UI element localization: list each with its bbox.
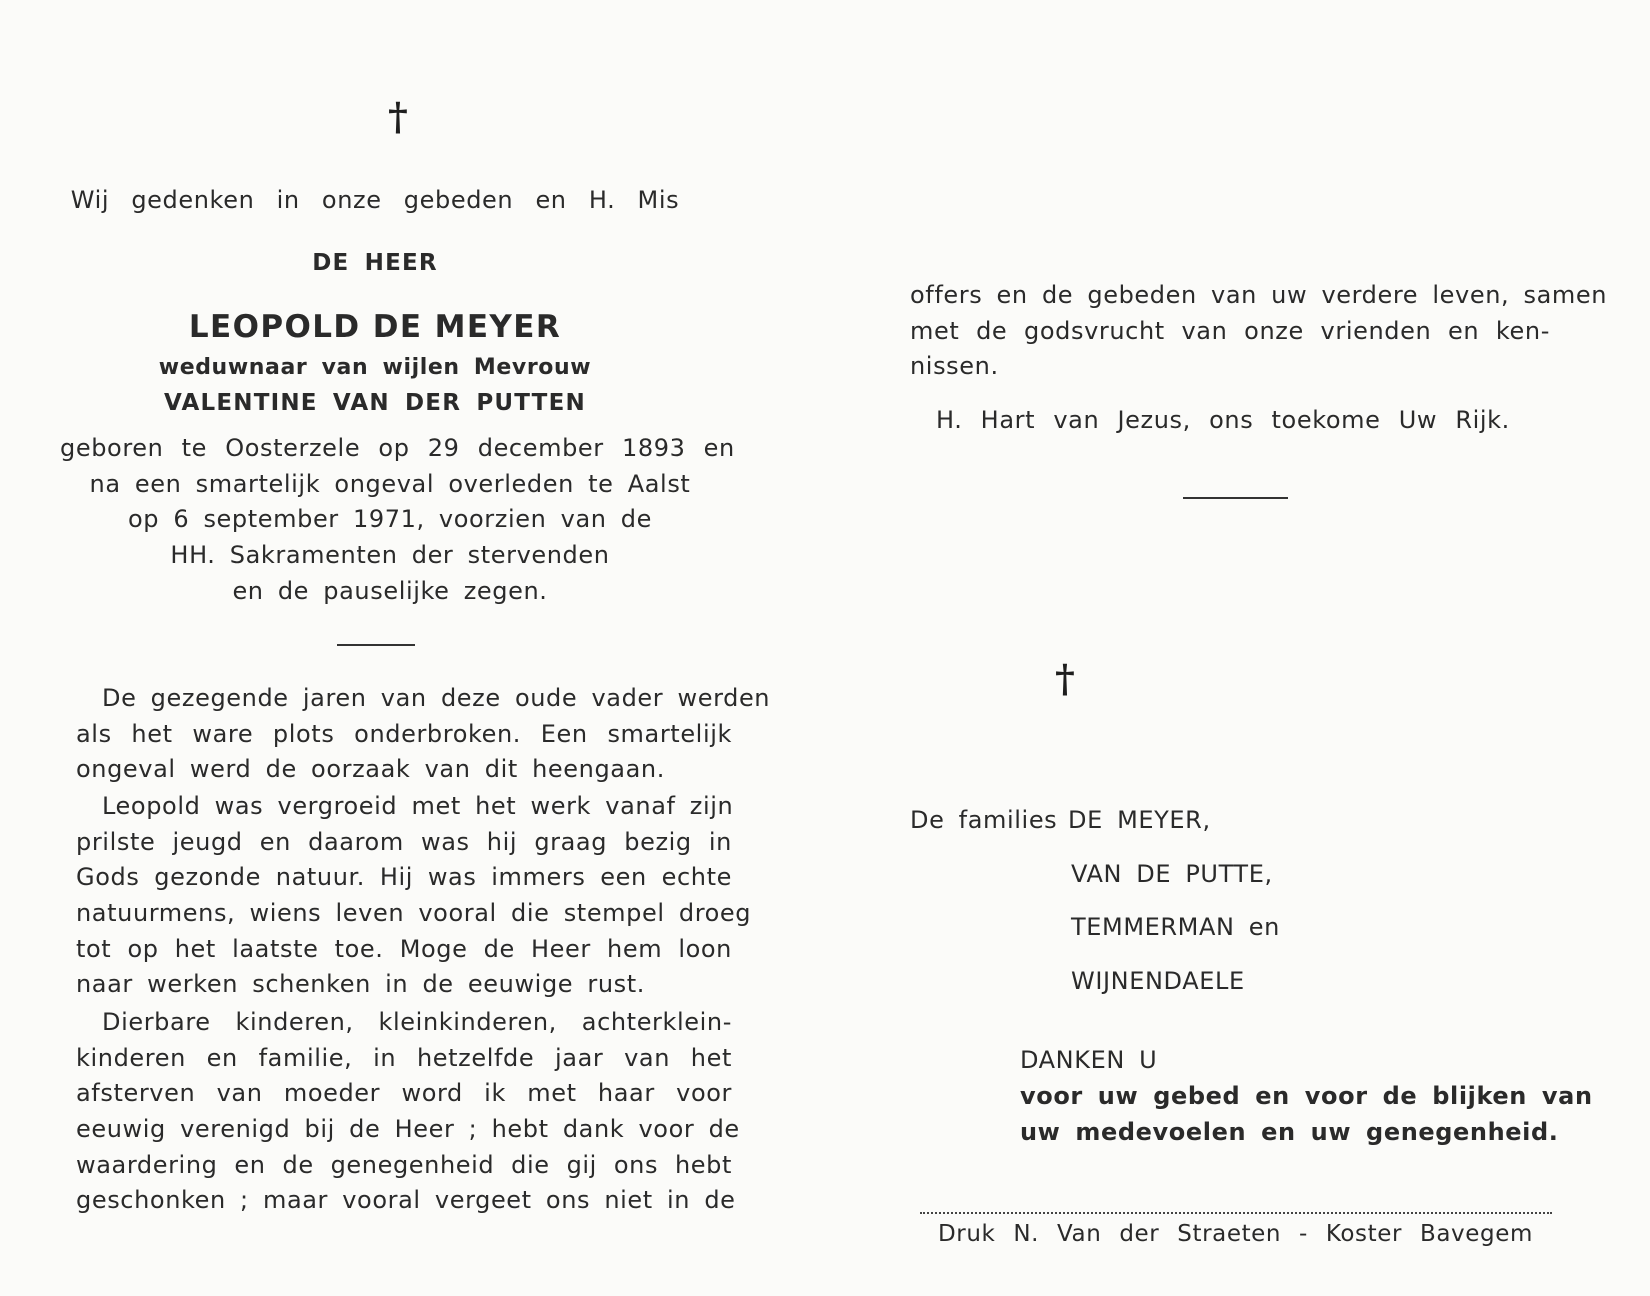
text-line: met de godsvrucht van onze vrienden en ken- — [910, 316, 1550, 345]
text-line: kinderen en familie, in hetzelfde jaar van het — [76, 1043, 732, 1072]
families-intro: De families — [910, 806, 1058, 834]
right-panel — [900, 0, 1608, 1296]
text-line: afsterven van moeder word ik met haar voor — [76, 1079, 732, 1108]
text-line: Dierbare kinderen, kleinkinderen, achterklein- — [102, 1008, 732, 1036]
prayer-line: H. Hart van Jezus, ons toekome Uw Rijk. — [936, 406, 1510, 434]
family-name: DE MEYER, — [1068, 806, 1211, 834]
life-details — [60, 430, 735, 608]
deceased-name: LEOPOLD DE MEYER — [188, 309, 562, 345]
paragraph-2 — [76, 788, 752, 1002]
cross-icon: † — [1055, 656, 1075, 701]
life-line: HH. Sakramenten der stervenden — [170, 541, 610, 570]
spouse-name: VALENTINE VAN DER PUTTEN — [164, 390, 586, 416]
printer-credit: Druk N. Van der Straeten - Koster Bavegem — [938, 1221, 1533, 1247]
life-line: op 6 september 1971, voorzien van de — [128, 505, 652, 534]
family-name: TEMMERMAN en — [1071, 913, 1280, 941]
thanks-heading: DANKEN U — [1020, 1046, 1158, 1074]
text-line: Gods gezonde natuur. Hij was immers een echte — [76, 863, 732, 892]
text-line: waardering en de genegenheid die gij ons hebt — [76, 1150, 732, 1179]
text-line: nissen. — [910, 352, 999, 381]
text-line: naar werken schenken in de eeuwige rust. — [76, 970, 645, 999]
text-line: offers en de gebeden van uw verdere leven, samen — [910, 281, 1608, 309]
text-line: als het ware plots onderbroken. Een smartelijk — [76, 719, 732, 748]
family-name: WIJNENDAELE — [1071, 967, 1245, 995]
text-line: voor uw gebed en voor de blijken van — [1020, 1082, 1593, 1110]
divider — [337, 644, 415, 646]
dotted-separator — [920, 1212, 1552, 1214]
widower-of: weduwnaar van wijlen Mevrouw — [158, 355, 592, 380]
text-line: tot op het laatste toe. Moge de Heer hem loon — [76, 934, 732, 963]
life-line: na een smartelijk ongeval overleden te Aalst — [89, 469, 691, 498]
text-line: natuurmens, wiens leven vooral die stempel droeg — [76, 899, 752, 928]
text-line: uw medevoelen en uw genegenheid. — [1020, 1117, 1559, 1146]
divider — [1183, 497, 1288, 499]
text-line: geschonken ; maar vooral vergeet ons niet in de — [76, 1186, 736, 1215]
text-line: Leopold was vergroeid met het werk vanaf zijn — [102, 792, 734, 820]
thanks-text — [1020, 1078, 1593, 1149]
text-line: ongeval werd de oorzaak van dit heengaan. — [76, 755, 665, 784]
life-line: en de pauselijke zegen. — [232, 576, 548, 605]
paragraph-3 — [76, 1004, 740, 1218]
text-line: eeuwig verenigd bij de Heer ; hebt dank voor de — [76, 1115, 740, 1144]
family-name: VAN DE PUTTE, — [1071, 860, 1273, 888]
intro-line: Wij gedenken in onze gebeden en H. Mis — [70, 186, 680, 214]
cross-icon: † — [388, 94, 408, 139]
continuation — [910, 277, 1608, 384]
life-line: geboren te Oosterzele op 29 december 1893 en — [60, 434, 735, 462]
text-line: De gezegende jaren van deze oude vader werden — [102, 684, 771, 712]
title-prefix: DE HEER — [312, 250, 438, 276]
paragraph-1 — [76, 680, 771, 787]
left-panel — [60, 0, 771, 1296]
text-line: prilste jeugd en daarom was hij graag bezig in — [76, 827, 732, 856]
